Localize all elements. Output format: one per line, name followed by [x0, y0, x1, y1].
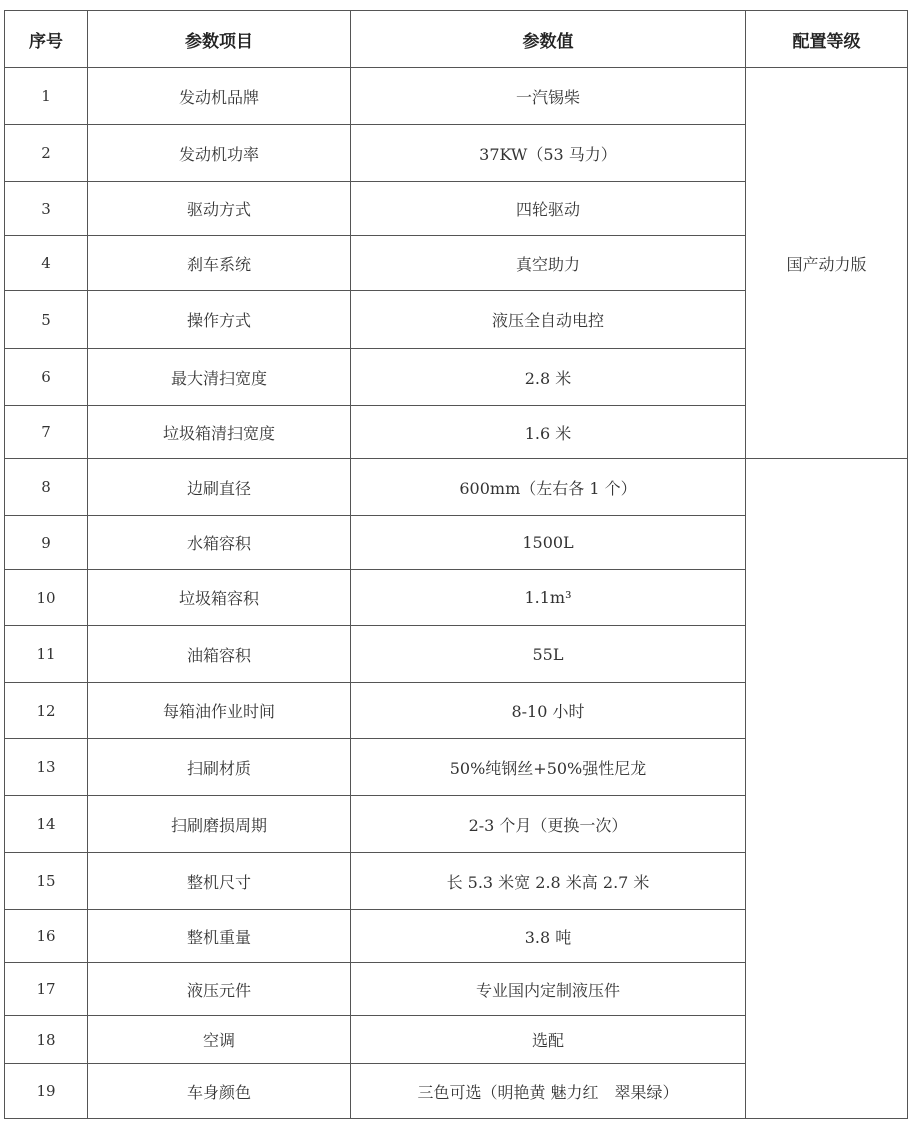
row-index: 4 — [5, 236, 88, 291]
table-row — [5, 459, 908, 516]
row-index: 14 — [5, 796, 88, 853]
row-value: 55L — [351, 626, 746, 683]
row-value: 2-3 个月（更换一次） — [351, 796, 746, 853]
config-level-empty-cell — [746, 459, 908, 1119]
row-index: 19 — [5, 1064, 88, 1119]
row-item: 刹车系统 — [88, 236, 351, 291]
row-value: 2.8 米 — [351, 349, 746, 406]
row-value: 真空助力 — [351, 236, 746, 291]
row-value: 三色可选（明艳黄 魅力红 翠果绿） — [351, 1064, 746, 1119]
row-item: 垃圾箱容积 — [88, 570, 351, 626]
row-value: 8-10 小时 — [351, 683, 746, 739]
row-item: 空调 — [88, 1016, 351, 1064]
spec-table — [4, 10, 908, 1119]
row-index: 18 — [5, 1016, 88, 1064]
row-item: 发动机品牌 — [88, 68, 351, 125]
header-item: 参数项目 — [88, 11, 351, 68]
row-item: 操作方式 — [88, 291, 351, 349]
row-index: 1 — [5, 68, 88, 125]
row-value: 600mm（左右各 1 个） — [351, 459, 746, 516]
row-index: 7 — [5, 406, 88, 459]
row-value: 专业国内定制液压件 — [351, 963, 746, 1016]
row-item: 扫刷磨损周期 — [88, 796, 351, 853]
row-value: 50%纯钢丝+50%强性尼龙 — [351, 739, 746, 796]
row-index: 8 — [5, 459, 88, 516]
row-item: 边刷直径 — [88, 459, 351, 516]
table-row — [5, 68, 908, 125]
row-index: 17 — [5, 963, 88, 1016]
row-item: 扫刷材质 — [88, 739, 351, 796]
row-item: 每箱油作业时间 — [88, 683, 351, 739]
row-index: 5 — [5, 291, 88, 349]
row-item: 驱动方式 — [88, 182, 351, 236]
row-item: 油箱容积 — [88, 626, 351, 683]
row-item: 液压元件 — [88, 963, 351, 1016]
header-value: 参数值 — [351, 11, 746, 68]
row-index: 16 — [5, 910, 88, 963]
header-row — [5, 11, 908, 68]
row-index: 10 — [5, 570, 88, 626]
row-item: 整机重量 — [88, 910, 351, 963]
row-value: 1.6 米 — [351, 406, 746, 459]
row-value: 37KW（53 马力） — [351, 125, 746, 182]
row-index: 13 — [5, 739, 88, 796]
row-index: 12 — [5, 683, 88, 739]
row-value: 一汽锡柴 — [351, 68, 746, 125]
row-value: 1500L — [351, 516, 746, 570]
row-value: 3.8 吨 — [351, 910, 746, 963]
row-index: 3 — [5, 182, 88, 236]
header-level: 配置等级 — [746, 11, 908, 68]
row-item: 发动机功率 — [88, 125, 351, 182]
row-item: 垃圾箱清扫宽度 — [88, 406, 351, 459]
row-value: 四轮驱动 — [351, 182, 746, 236]
row-value: 1.1m³ — [351, 570, 746, 626]
row-index: 9 — [5, 516, 88, 570]
row-item: 车身颜色 — [88, 1064, 351, 1119]
row-index: 15 — [5, 853, 88, 910]
row-item: 水箱容积 — [88, 516, 351, 570]
row-item: 最大清扫宽度 — [88, 349, 351, 406]
row-value: 长 5.3 米宽 2.8 米高 2.7 米 — [351, 853, 746, 910]
row-item: 整机尺寸 — [88, 853, 351, 910]
header-index: 序号 — [5, 11, 88, 68]
row-value: 液压全自动电控 — [351, 291, 746, 349]
config-level-cell: 国产动力版 — [746, 68, 908, 459]
row-index: 6 — [5, 349, 88, 406]
row-value: 选配 — [351, 1016, 746, 1064]
table-body — [5, 68, 908, 1119]
row-index: 2 — [5, 125, 88, 182]
row-index: 11 — [5, 626, 88, 683]
